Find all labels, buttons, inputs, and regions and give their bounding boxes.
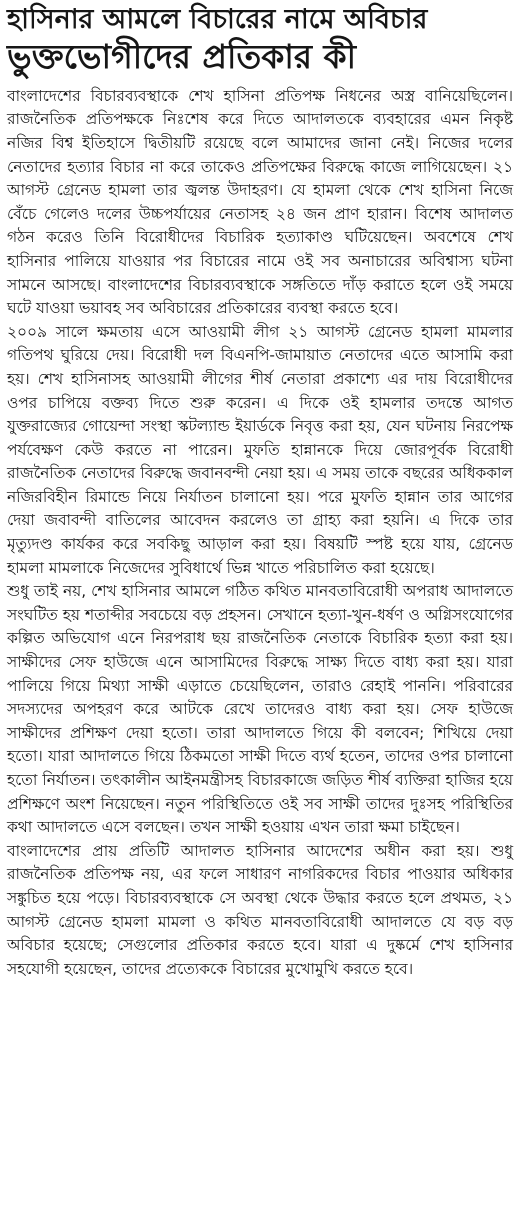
- headline: [7, 4, 513, 77]
- paragraph-1: বাংলাদেশের বিচারব্যবস্থাকে শেখ হাসিনা প্রতিপক্ষ নিধনের অস্ত্র বানিয়েছিলেন। রাজনৈতিক প্রতিপক্ষকে নিঃশেষ করে দিতে আদালতকে ব্যবহারের এমন নিকৃষ্ট নজির বিশ্ব ইতিহাসে দ্বিতীয়টি রয়েছে বলে আমাদের জানা নেই। নিজের দলের নেতাদের হত্যার বিচার না করে তাকেও প্রতিপক্ষের বিরুদ্ধে কাজে লাগিয়েছেন। ২১ আগস্ট গ্রেনেড হামলা তার জ্বলন্ত উদাহরণ। যে হামলা থেকে শেখ হাসিনা নিজে বেঁচে গেলেও দলের উচ্চপর্যায়ের নেতাসহ ২৪ জন প্রাণ হারান। বিশেষ আদালত গঠন করেও তিনি বিরোধীদের বিচারিক হত্যাকাণ্ড ঘটিয়েছেন। অবশেষে শেখ হাসিনার পালিয়ে যাওয়ার পর বিচারের নামে ওই সব অনাচারের অবিশ্বাস্য ঘটনা সামনে আসছে। বাংলাদেশের বিচারব্যবস্থাকে সঙ্গতিতে দাঁড় করাতে হলে ওই সময়ে ঘটে যাওয়া ভয়াবহ সব অবিচারের প্রতিকারের ব্যবস্থা করতে হবে।: [7, 86, 513, 318]
- headline-line-2: ভুক্তভোগীদের প্রতিকার কী: [7, 36, 357, 76]
- paragraph-3: শুধু তাই নয়, শেখ হাসিনার আমলে গঠিত কথিত মানবতাবিরোধী অপরাধ আদালতে সংঘটিত হয় শতাব্দীর সবচেয়ে বড় প্রহসন। সেখানে হত্যা-খুন-ধর্ষণ ও অগ্নিসংযোগের কল্পিত অভিযোগ এনে নিরপরাধ ছয় রাজনৈতিক নেতাকে বিচারিক হত্যা করা হয়। সাক্ষীদের সেফ হাউজে এনে আসামিদের বিরুদ্ধে সাক্ষ্য দিতে বাধ্য করা হয়। যারা পালিয়ে গিয়ে মিথ্যা সাক্ষী এড়াতে চেয়েছিলেন, তারাও রেহাই পাননি। পরিবারের সদস্যদের অপহরণ করে আটকে রেখে তাদেরও বাধ্য করা হয়। সেফ হাউজে সাক্ষীদের প্রশিক্ষণ দেয়া হতো। তারা আদালতে গিয়ে কী বলবেন; শিখিয়ে দেয়া হতো। যারা আদালতে গিয়ে ঠিকমতো সাক্ষী দিতে ব্যর্থ হতেন, তাদের ওপর চালানো হতো নির্যাতন। তৎকালীন আইনমন্ত্রীসহ বিচারকাজে জড়িত শীর্ষ ব্যক্তিরা হাজির হয়ে প্রশিক্ষণে অংশ নিয়েছেন। নতুন পরিস্থিতিতে ওই সব সাক্ষী তাদের দুঃসহ পরিস্থিতির কথা আদালতে এসে বলছেন। তখন সাক্ষী হওয়ায় এখন তারা ক্ষমা চাইছেন।: [7, 582, 513, 837]
- paragraph-2: ২০০৯ সালে ক্ষমতায় এসে আওয়ামী লীগ ২১ আগস্ট গ্রেনেড হামলা মামলার গতিপথ ঘুরিয়ে দেয়। বিরোধী দল বিএনপি-জামায়াত নেতাদের এতে আসামি করা হয়। শেখ হাসিনাসহ আওয়ামী লীগের শীর্ষ নেতারা প্রকাশ্যে এর দায় বিরোধীদের ওপর চাপিয়ে বক্তব্য দিতে শুরু করেন। এ দিকে ওই হামলার তদন্তে আগত যুক্তরাজ্যের গোয়েন্দা সংস্থা স্কটল্যান্ড ইয়ার্ডকে নিবৃত্ত করা হয়, যেন ঘটনায় নিরপেক্ষ পর্যবেক্ষণ কেউ করতে না পারেন। মুফতি হান্নানকে দিয়ে জোরপূর্বক বিরোধী রাজনৈতিক নেতাদের বিরুদ্ধে জবানবন্দী নেয়া হয়। এ সময় তাকে বছরের অধিককাল নজিরবিহীন রিমান্ডে নিয়ে নির্যাতন চালানো হয়। পরে মুফতি হান্নান তার আগের দেয়া জবাবন্দী বাতিলের আবেদন করলেও তা গ্রাহ্য করা হয়নি। এ দিকে তার মৃত্যুদণ্ড কার্যকর করে সবকিছু আড়াল করা হয়। বিষয়টি স্পষ্ট হয়ে যায়, গ্রেনেড হামলা মামলাকে নিজেদের সুবিধার্থে ভিন্ন খাতে পরিচালিত করা হয়েছে।: [7, 322, 513, 577]
- article-body: [7, 85, 513, 982]
- paragraph-4: বাংলাদেশের প্রায় প্রতিটি আদালত হাসিনার আদেশের অধীন করা হয়। শুধু রাজনৈতিক প্রতিপক্ষ নয়, এর ফলে সাধারণ নাগরিকদের বিচার পাওয়ার অধিকার সঙ্কুচিত হয়ে পড়ে। বিচারব্যবস্থাকে সে অবস্থা থেকে উদ্ধার করতে হলে প্রথমত, ২১ আগস্ট গ্রেনেড হামলা মামলা ও কথিত মানবতাবিরোধী আদালতে যে বড় বড় অবিচার হয়েছে; সেগুলোর প্রতিকার করতে হবে। যারা এ দুষ্কর্মে শেখ হাসিনার সহযোগী হয়েছেন, তাদের প্রত্যেককে বিচারের মুখোমুখি করতে হবে।: [7, 841, 513, 978]
- headline-line-1: হাসিনার আমলে বিচারের নামে অবিচার: [7, 4, 428, 35]
